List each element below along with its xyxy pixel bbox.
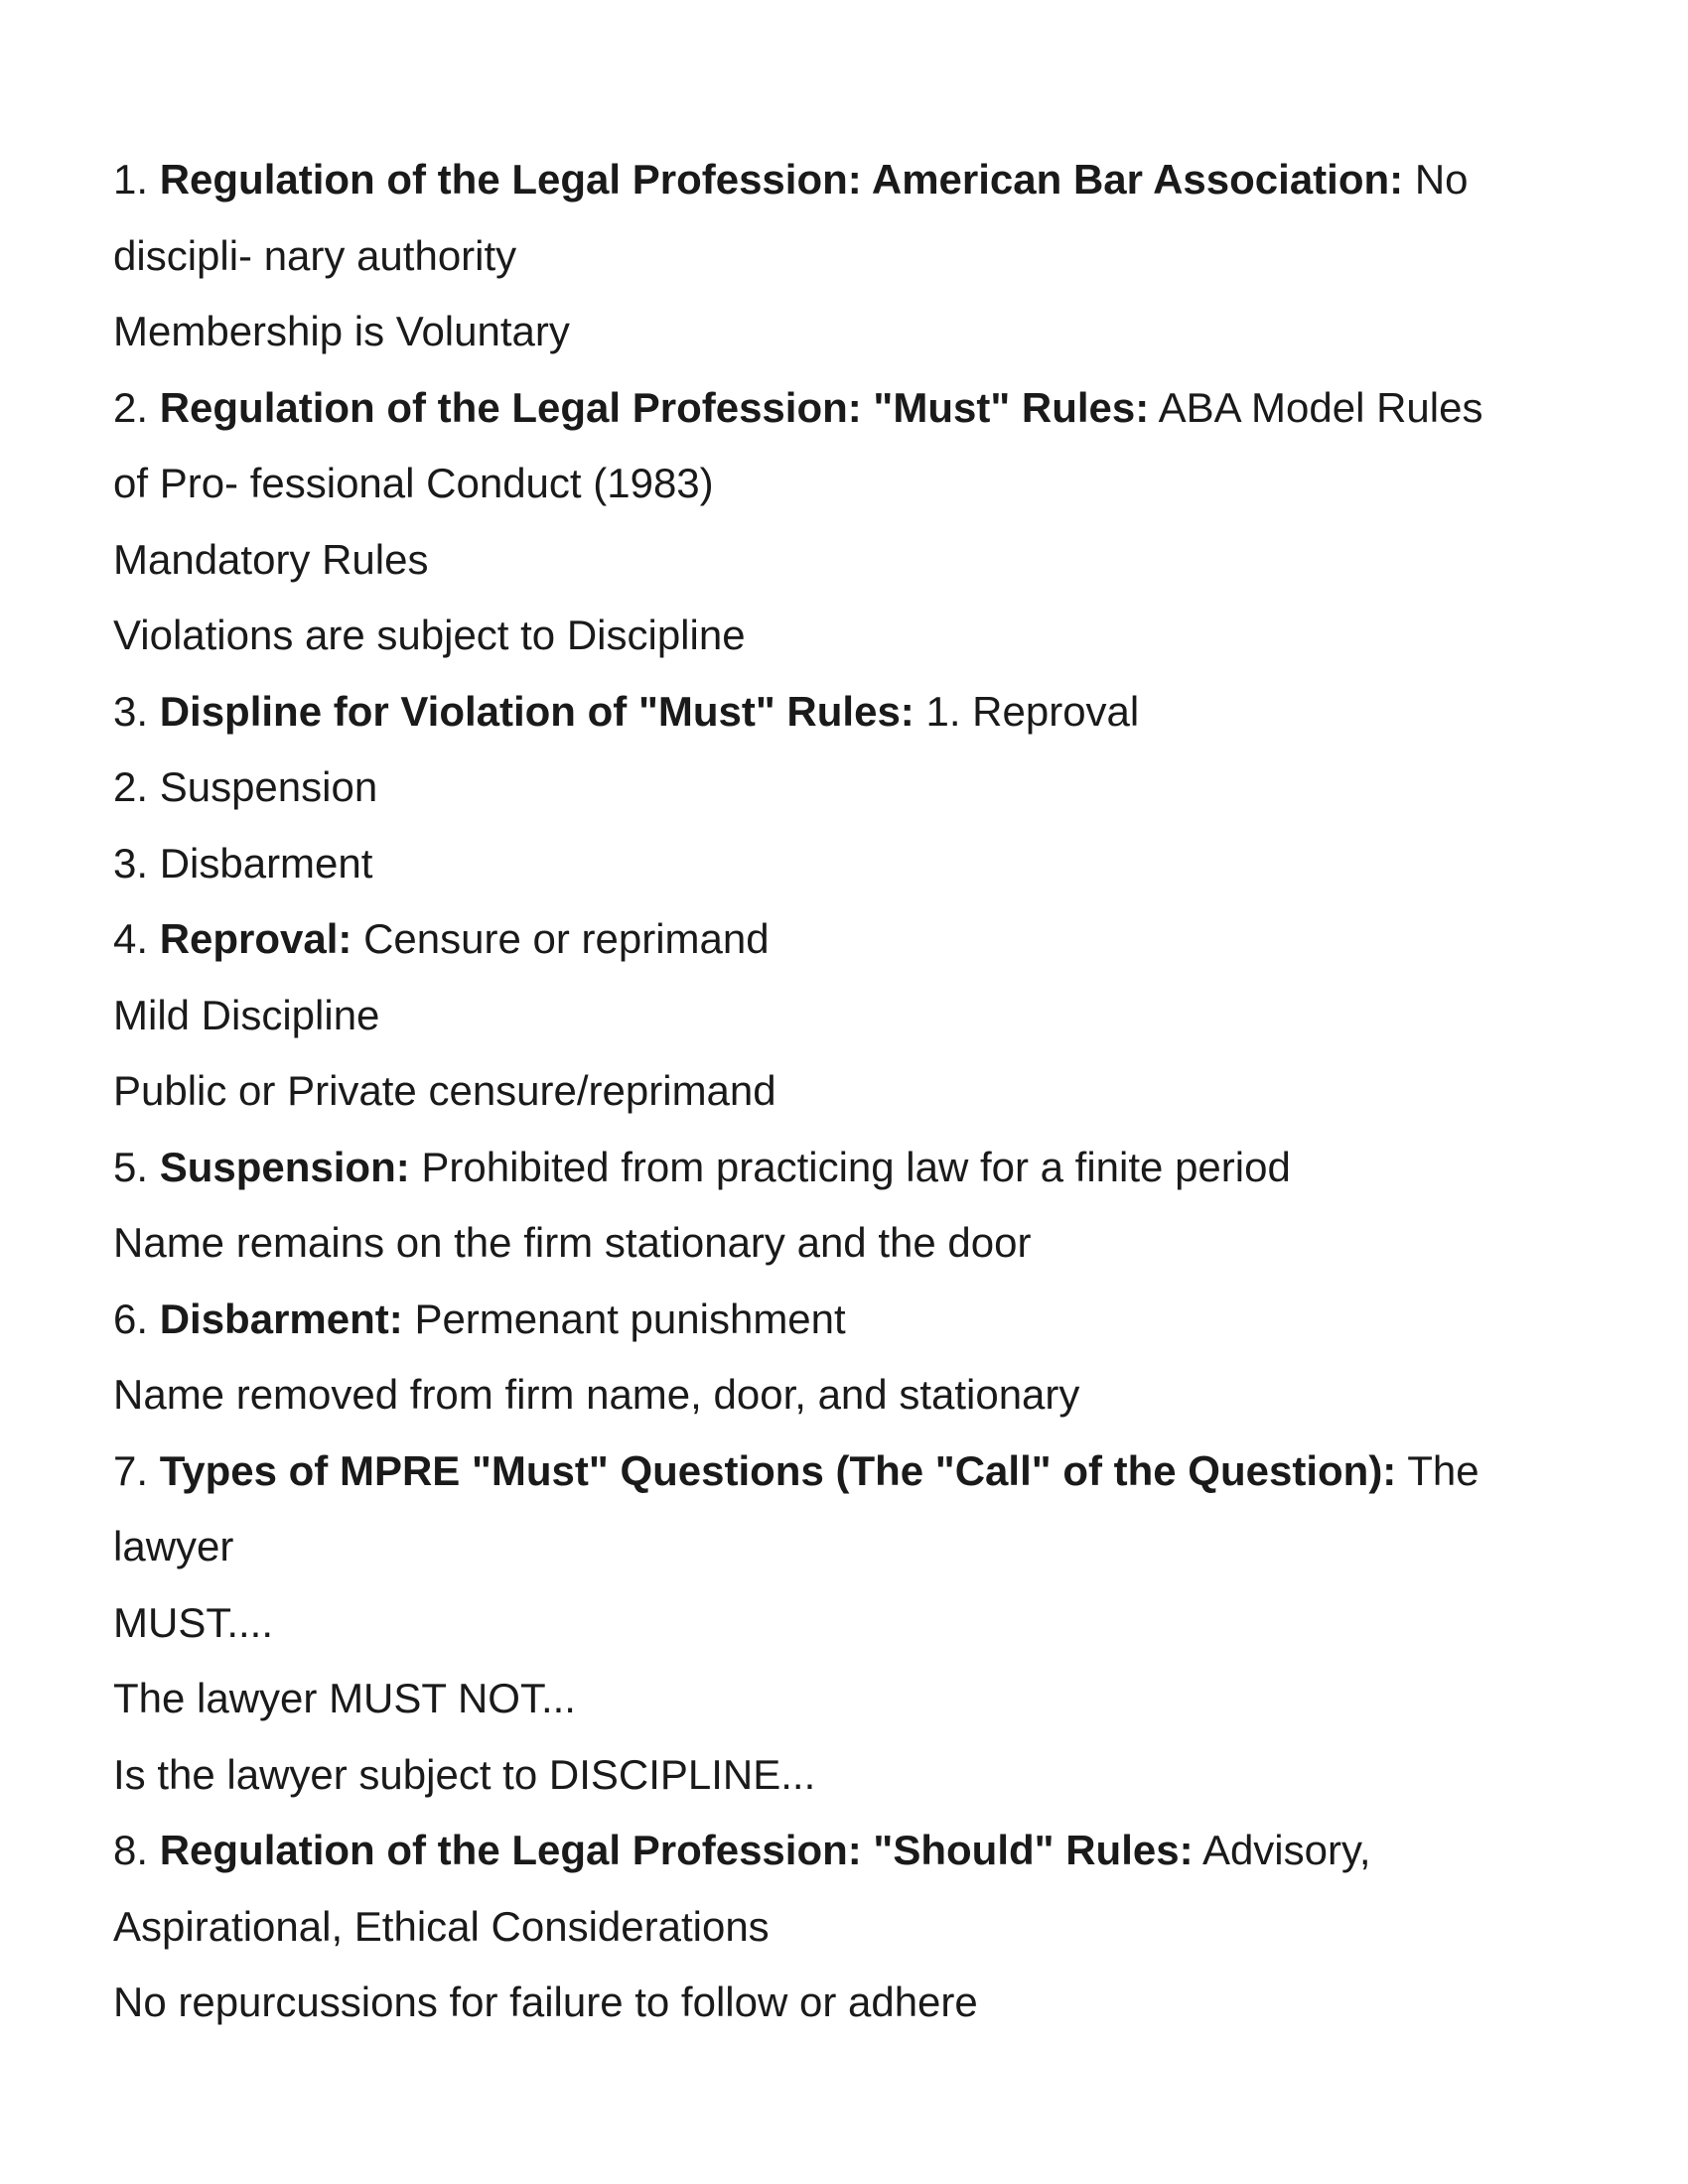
entry-4-heading-line — [113, 901, 1583, 978]
entry-term: Types of MPRE "Must" Questions (The "Call" of the Question): — [159, 1446, 1397, 1494]
entry-6-heading-line — [113, 1282, 1583, 1358]
entry-definition: 1. Reproval — [925, 687, 1140, 735]
entry-7-line: lawyer — [113, 1523, 234, 1570]
entry-number: 2. — [113, 383, 149, 431]
entry-8-heading-line — [113, 1813, 1583, 1889]
entry-2-line: Mandatory Rules — [113, 535, 429, 583]
entry-number: 7. — [113, 1446, 149, 1494]
entry-8-line: Aspirational, Ethical Considerations — [113, 1902, 770, 1950]
entry-number: 5. — [113, 1143, 149, 1190]
entry-definition: Permenant punishment — [414, 1295, 846, 1342]
entry-term: Regulation of the Legal Profession: American Bar Association: — [159, 156, 1404, 203]
entry-4-line: Mild Discipline — [113, 991, 380, 1038]
entry-2-line: of Pro- fessional Conduct (1983) — [113, 460, 714, 506]
entry-term: Regulation of the Legal Profession: "Should" Rules: — [159, 1827, 1194, 1873]
entry-definition: No — [1414, 156, 1469, 203]
entry-5-heading-line — [113, 1130, 1583, 1206]
entry-number: 1. — [113, 156, 149, 203]
entry-term: Suspension: — [159, 1143, 410, 1190]
entry-5-line: Name remains on the firm stationary and the door — [113, 1219, 1032, 1266]
entry-2-line: Violations are subject to Discipline — [113, 612, 746, 658]
entry-1-line: Membership is Voluntary — [113, 308, 570, 354]
entry-definition: Censure or reprimand — [363, 915, 770, 962]
entry-number: 8. — [113, 1827, 149, 1873]
entry-definition: Prohibited from practicing law for a finite period — [421, 1143, 1291, 1190]
entry-1-heading-line — [113, 142, 1583, 218]
entry-term: Disbarment: — [159, 1295, 403, 1342]
entry-definition: Advisory, — [1201, 1827, 1371, 1873]
entry-term: Displine for Violation of "Must" Rules: — [159, 687, 914, 735]
entry-3-line: 2. Suspension — [113, 763, 378, 810]
entry-number: 3. — [113, 687, 149, 735]
entry-term: Reproval: — [159, 915, 352, 962]
entry-term: Regulation of the Legal Profession: "Must" Rules: — [159, 383, 1150, 431]
entry-2-heading-line — [113, 370, 1583, 447]
entry-7-heading-line — [113, 1433, 1583, 1510]
entry-number: 4. — [113, 915, 149, 962]
entry-3-line: 3. Disbarment — [113, 839, 373, 887]
entry-number: 6. — [113, 1295, 149, 1342]
entry-7-line: The lawyer MUST NOT... — [113, 1675, 576, 1721]
document-page — [113, 142, 1583, 2041]
entry-8-line: No repurcussions for failure to follow or adhere — [113, 1979, 978, 2025]
entry-definition: ABA Model Rules — [1158, 383, 1483, 431]
entry-4-line: Public or Private censure/reprimand — [113, 1067, 776, 1114]
entry-3-heading-line — [113, 674, 1583, 751]
entry-7-line: MUST.... — [113, 1598, 274, 1646]
entry-1-line: discipli- nary authority — [113, 231, 517, 279]
entry-6-line: Name removed from firm name, door, and stationary — [113, 1371, 1080, 1418]
entry-7-line: Is the lawyer subject to DISCIPLINE... — [113, 1750, 816, 1798]
entry-definition: The — [1407, 1446, 1479, 1494]
